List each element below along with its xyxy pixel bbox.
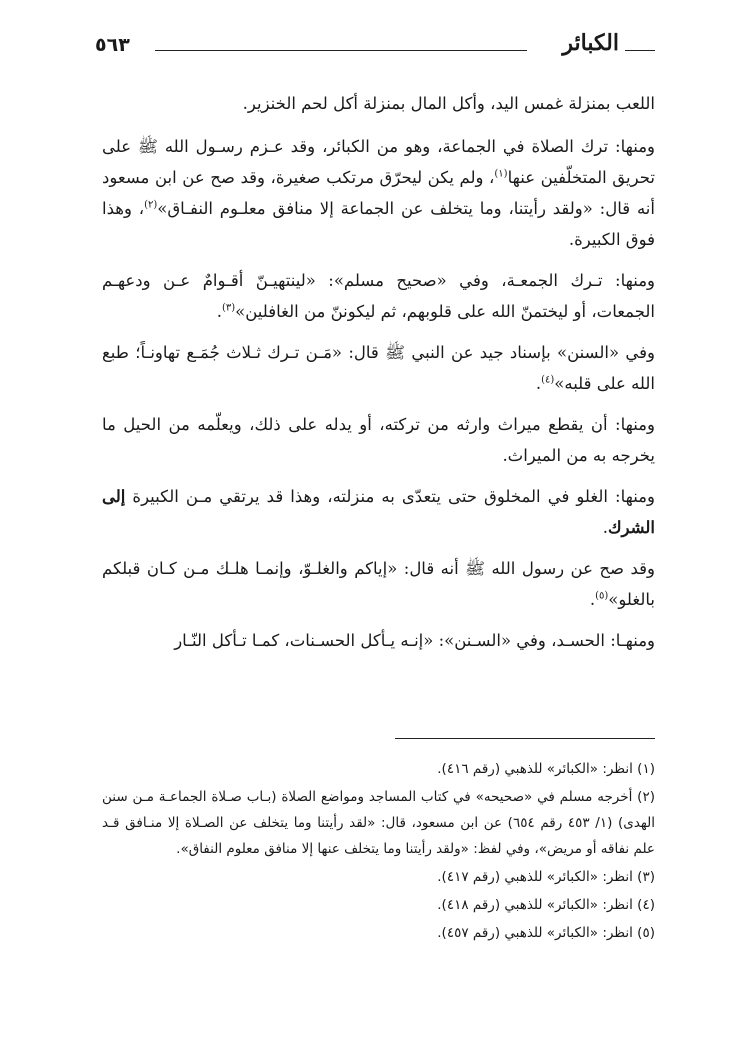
paragraph-7: وقد صح عن رسول الله ﷺ أنه قال: «إياكم والغلـوّ، وإنمـا هلـك مـن كـان قبلكم بالغلو»$^{(٥)}$. bbox=[102, 559, 655, 609]
page-header bbox=[95, 30, 655, 64]
main-text bbox=[102, 88, 655, 666]
footnote-ref: (١) bbox=[494, 168, 508, 180]
paragraph-8: ومنهـا: الحسـد، وفي «السـنن»: «إنـه يـأكل الحسـنات، كمـا تـأكل النّـار bbox=[174, 631, 655, 650]
footnote-3: (٣) انظر: «الكبائر» للذهبي (رقم ٤١٧). bbox=[437, 869, 655, 885]
footnote-1: (١) انظر: «الكبائر» للذهبي (رقم ٤١٦). bbox=[437, 761, 655, 777]
running-title: الكبائر bbox=[562, 30, 619, 56]
footnote-ref: (٤) bbox=[541, 374, 555, 386]
footnote-ref: (٣) bbox=[221, 302, 236, 314]
footnote-ref: (٥) bbox=[595, 590, 609, 602]
paragraph-4: وفي «السنن» بإسناد جيد عن النبي ﷺ قال: «مَـن تـرك ثـلاث جُمَـع تهاونـاً؛ طبع الله على قلبه»$^{(٤)}$. bbox=[102, 343, 655, 393]
footnotes bbox=[102, 756, 655, 948]
paragraph-5: ومنها: أن يقطع ميراث وارثه من تركته، أو يدله على ذلك، ويعلّمه من الحيل ما يخرجه به من الميراث. bbox=[102, 415, 655, 465]
paragraph-2: ومنها: ترك الصلاة في الجماعة، وهو من الكبائر، وقد عـزم رسـول الله ﷺ على تحريق المتخلّفين عنها$^{(١)}$، ولم يكن ليحرّق مرتكب صغيرة، وقد صح عن ابن مسعود أنه قال: «ولقد رأيتنا، وما يتخلف عن الجماعة إلا منافق معلـوم النفـاق»$^{(٢)}$، وهذا فوق الكبيرة. bbox=[102, 137, 655, 249]
footnote-4: (٤) انظر: «الكبائر» للذهبي (رقم ٤١٨). bbox=[437, 897, 655, 913]
footnote-ref: (٢) bbox=[144, 199, 158, 211]
paragraph-3: ومنها: تـرك الجمعـة، وفي «صحيح مسلم»: «لينتهيـنّ أقـوامٌ عـن ودعهـم الجمعات، أو ليختمنّ الله على قلوبهم، ثم ليكوننّ من الغافلين»$^{(٣)}$. bbox=[102, 271, 655, 321]
paragraph-1: اللعب بمنزلة غمس اليد، وأكل المال بمنزلة أكل لحم الخنزير. bbox=[242, 94, 655, 113]
page-number: ٥٦٣ bbox=[95, 34, 130, 56]
paragraph-6: ومنها: الغلو في المخلوق حتى يتعدّى به منزلته، وهذا قد يرتقي مـن الكبيرة إلى الشرك. bbox=[102, 487, 655, 537]
footnote-5: (٥) انظر: «الكبائر» للذهبي (رقم ٤٥٧). bbox=[437, 925, 655, 941]
footnote-2: (٢) أخرجه مسلم في «صحيحه» في كتاب المساجد ومواضع الصلاة (بـاب صـلاة الجماعـة مـن سنن الهدى) (١/ ٤٥٣ رقم ٦٥٤) عن ابن مسعود، قال: «لقد رأيتنا وما يتخلف عن الصـلاة إلا منـافق قـد علم نفاقه أو مريض»، وفي لفظ: «ولقد رأيتنا وما يتخلف عنها إلا منافق معلوم النفاق». bbox=[102, 789, 656, 857]
header-rule bbox=[155, 50, 527, 51]
footnote-separator bbox=[395, 738, 655, 739]
header-rule-right bbox=[625, 50, 655, 51]
